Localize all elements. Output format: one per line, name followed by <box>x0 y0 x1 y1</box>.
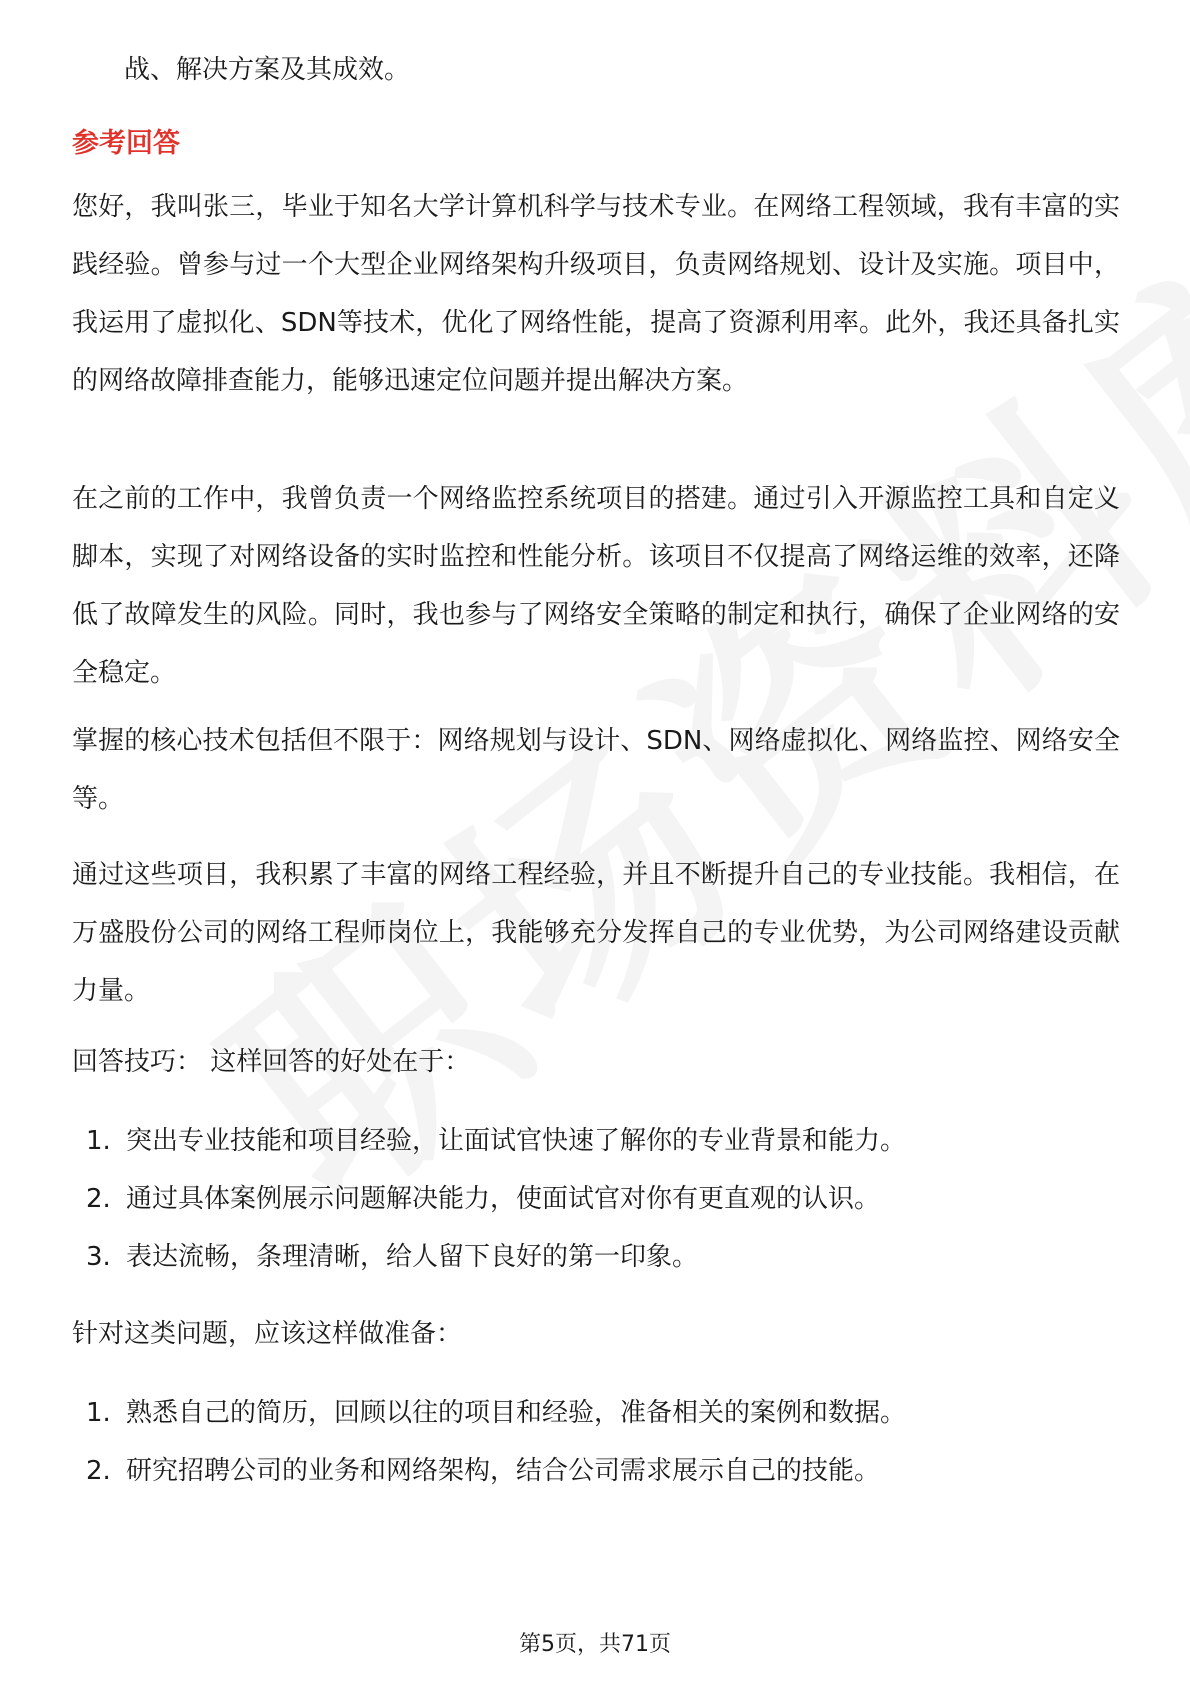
list-text: 研究招聘公司的业务和网络架构，结合公司需求展示自己的技能。 <box>126 1456 881 1486</box>
list-number: 2. <box>86 1456 111 1486</box>
list-item <box>72 1442 1120 1500</box>
tips-list <box>72 1112 1120 1286</box>
prep-list <box>72 1384 1120 1500</box>
prep-heading: 针对这类问题，应该这样做准备： <box>72 1319 463 1349</box>
paragraph-2: 在之前的工作中，我曾负责一个网络监控系统项目的搭建。通过引入开源监控工具和自定义脚本，实现了对网络设备的实时监控和性能分析。该项目不仅提高了网络运维的效率，还降低了故障发生的风险。同时，我也参与了网络安全策略的制定和执行，确保了企业网络的安全稳定。 <box>72 484 1120 688</box>
page-footer: 第5页，共71页 <box>519 1632 671 1657</box>
list-text: 通过具体案例展示问题解决能力，使面试官对你有更直观的认识。 <box>126 1184 881 1214</box>
section-title: 参考回答 <box>72 128 180 159</box>
paragraph-3: 掌握的核心技术包括但不限于：网络规划与设计、SDN、网络虚拟化、网络监控、网络安全等。 <box>72 726 1120 814</box>
list-item <box>72 1170 1120 1228</box>
intro-tail-text: 战、解决方案及其成效。 <box>124 55 411 85</box>
list-item <box>72 1228 1120 1286</box>
list-number: 1. <box>86 1398 111 1428</box>
list-text: 表达流畅，条理清晰，给人留下良好的第一印象。 <box>126 1242 699 1272</box>
list-item <box>72 1112 1120 1170</box>
list-text: 熟悉自己的简历，回顾以往的项目和经验，准备相关的案例和数据。 <box>126 1398 907 1428</box>
paragraph-4: 通过这些项目，我积累了丰富的网络工程经验，并且不断提升自己的专业技能。我相信，在万盛股份公司的网络工程师岗位上，我能够充分发挥自己的专业优势，为公司网络建设贡献力量。 <box>72 860 1120 1006</box>
tips-heading: 回答技巧： 这样回答的好处在于： <box>72 1047 471 1077</box>
list-number: 1. <box>86 1126 111 1156</box>
list-text: 突出专业技能和项目经验，让面试官快速了解你的专业背景和能力。 <box>126 1126 907 1156</box>
paragraph-1: 您好，我叫张三，毕业于知名大学计算机科学与技术专业。在网络工程领域，我有丰富的实践经验。曾参与过一个大型企业网络架构升级项目，负责网络规划、设计及实施。项目中，我运用了虚拟化、SDN等技术，优化了网络性能，提高了资源利用率。此外，我还具备扎实的网络故障排查能力，能够迅速定位问题并提出解决方案。 <box>72 192 1120 396</box>
list-item <box>72 1384 1120 1442</box>
list-number: 3. <box>86 1242 111 1272</box>
list-number: 2. <box>86 1184 111 1214</box>
